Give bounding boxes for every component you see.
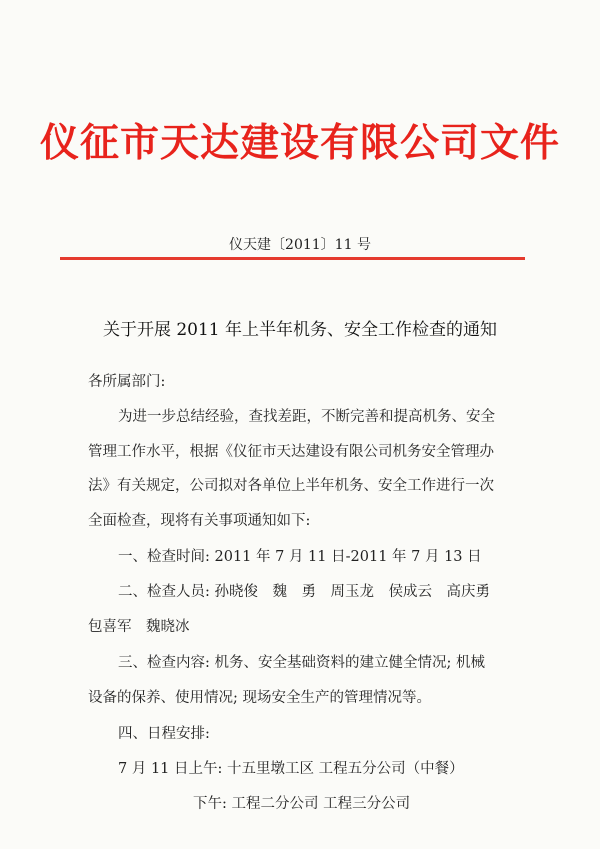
intro-line-2: 管理工作水平，根据《仪征市天达建设有限公司机务安全管理办 [88,444,494,460]
notice-title: 关于开展 2011 年上半年机务、安全工作检查的通知 [102,320,498,340]
document-number: 仪天建〔2011〕11 号 [229,237,371,253]
inspection-staff-line-2: 包喜军 魏晓冰 [88,619,190,635]
inspection-content-line-2: 设备的保养、使用情况; 现场安全生产的管理情况等。 [88,690,431,706]
addressee-line: 各所属部门: [88,374,166,390]
intro-line-3: 法》有关规定，公司拟对各单位上半年机务、安全工作进行一次 [88,478,494,494]
intro-line-4: 全面检查，现将有关事项通知如下: [88,513,311,529]
schedule-heading: 四、日程安排: [118,726,210,742]
inspection-staff-line-1: 二、检查人员: 孙晓俊 魏 勇 周玉龙 侯成云 高庆勇 [118,584,490,600]
intro-line-1: 为进一步总结经验，查找差距，不断完善和提高机务、安全 [118,409,495,425]
red-header-rule [60,257,525,260]
schedule-afternoon-line: 下午: 工程二分公司 工程三分公司 [193,796,411,812]
inspection-time-line: 一、检查时间: 2011 年 7 月 11 日-2011 年 7 月 13 日 [118,549,482,565]
schedule-morning-line: 7 月 11 日上午: 十五里墩工区 工程五分公司（中餐） [118,761,464,777]
organization-header-title: 仪征市天达建设有限公司文件 [39,120,560,166]
inspection-content-line-1: 三、检查内容: 机务、安全基础资料的建立健全情况; 机械 [118,655,485,671]
